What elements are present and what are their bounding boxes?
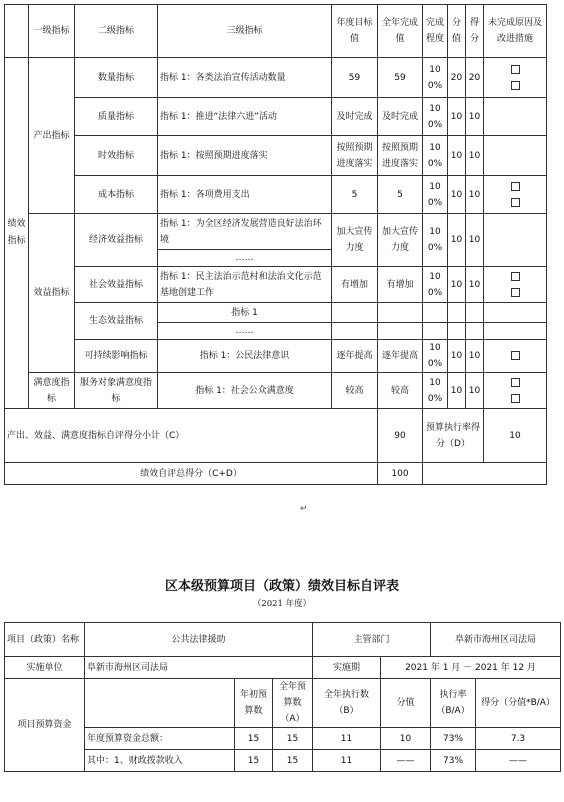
l2-eco: 生态效益指标 — [75, 303, 158, 340]
score-value: 10 — [448, 136, 466, 176]
row2-rate: 73% — [431, 750, 476, 772]
checkbox-cell[interactable] — [484, 340, 547, 373]
score-value: 10 — [448, 340, 466, 373]
period-label: 实施期 — [313, 657, 381, 679]
page-title: 区本级预算项目（政策）绩效目标自评表 — [164, 579, 399, 594]
actual-value: 5 — [378, 176, 423, 214]
h-score: 分值 — [381, 679, 431, 728]
h-got: 得分（分值*B/A） — [476, 679, 561, 728]
header-rate: 完成程度 — [423, 5, 448, 58]
checkbox-cell[interactable] — [484, 176, 547, 214]
h-initial: 年初预算数 — [235, 679, 273, 728]
rate-value: 100% — [423, 176, 448, 214]
checkbox-icon[interactable] — [511, 65, 520, 74]
l2-social: 社会效益指标 — [75, 267, 158, 303]
dept-label: 主管部门 — [313, 623, 431, 657]
target-value: 加大宣传力度 — [332, 214, 378, 267]
row1-label: 年度预算资金总额： — [85, 728, 235, 750]
row2-initial: 15 — [235, 750, 273, 772]
score-value: 10 — [448, 214, 466, 267]
l2-cost: 成本指标 — [75, 176, 158, 214]
paragraph-mark-icon: ↵ — [300, 504, 308, 514]
l2-quantity: 数量指标 — [75, 58, 158, 98]
rate-value: 100% — [423, 136, 448, 176]
rate-value: 100% — [423, 340, 448, 373]
h-full: 全年预算数（A） — [273, 679, 313, 728]
total-value: 100 — [378, 463, 423, 485]
checkbox-cell[interactable] — [484, 267, 547, 303]
row1-full: 15 — [273, 728, 313, 750]
header-actual: 全年完成值 — [378, 5, 423, 58]
impl-value: 阜新市海州区司法局 — [85, 657, 313, 679]
l2-quality: 质量指标 — [75, 98, 158, 136]
checkbox-icon[interactable] — [511, 394, 520, 403]
l2-sustain: 可持续影响指标 — [75, 340, 158, 373]
l3-quality: 指标 1：推进“法律六进”活动 — [158, 98, 332, 136]
got-value: 10 — [466, 340, 484, 373]
budget-rate-value: 10 — [484, 409, 547, 463]
total-label: 绩效自评总得分（C+D） — [5, 463, 378, 485]
got-value: 10 — [466, 267, 484, 303]
l3-timeliness: 指标 1：按照预期进度落实 — [158, 136, 332, 176]
actual-value: 较高 — [378, 373, 423, 409]
row2-exec: 11 — [313, 750, 381, 772]
subtotal-value: 90 — [378, 409, 423, 463]
econ-more: …… — [158, 250, 332, 267]
score-value: 10 — [448, 176, 466, 214]
l3-eco: 指标 1 — [158, 303, 332, 323]
rate-value: 100% — [423, 267, 448, 303]
checkbox-icon[interactable] — [511, 351, 520, 360]
got-value: 10 — [466, 214, 484, 267]
got-value: 20 — [466, 58, 484, 98]
satisfaction-label: 满意度指标 — [29, 373, 75, 409]
rate-value: 100% — [423, 58, 448, 98]
output-label: 产出指标 — [29, 58, 75, 214]
score-value: 10 — [448, 267, 466, 303]
target-value: 59 — [332, 58, 378, 98]
l2-satisfaction: 服务对象满意度指标 — [75, 373, 158, 409]
target-value: 有增加 — [332, 267, 378, 303]
budget-rate-label: 预算执行率得分（D） — [423, 409, 484, 463]
target-value: 较高 — [332, 373, 378, 409]
actual-value: 有增加 — [378, 267, 423, 303]
project-name-value: 公共法律援助 — [85, 623, 313, 657]
header-lvl2: 二级指标 — [75, 5, 158, 58]
actual-value: 加大宣传力度 — [378, 214, 423, 267]
project-name-label: 项目（政策）名称 — [5, 623, 85, 657]
header-lvl1: 一级指标 — [29, 5, 75, 58]
row1-score: 10 — [381, 728, 431, 750]
checkbox-icon[interactable] — [511, 182, 520, 191]
l3-social: 指标 1：民主法治示范村和法治文化示范基地创建工作 — [158, 267, 332, 303]
impl-label: 实施单位 — [5, 657, 85, 679]
row1-initial: 15 — [235, 728, 273, 750]
header-lvl3: 三级指标 — [158, 5, 332, 58]
performance-indicator-table — [4, 4, 547, 485]
actual-value: 按照预期进度落实 — [378, 136, 423, 176]
score-value: 20 — [448, 58, 466, 98]
header-got: 得分 — [466, 5, 484, 58]
page-subtitle: （2021 年度） — [252, 599, 312, 609]
checkbox-icon[interactable] — [511, 81, 520, 90]
target-value: 及时完成 — [332, 98, 378, 136]
checkbox-cell[interactable] — [484, 58, 547, 98]
checkbox-icon[interactable] — [511, 272, 520, 281]
eco-more: …… — [158, 323, 332, 340]
checkbox-icon[interactable] — [511, 288, 520, 297]
rate-value: 100% — [423, 373, 448, 409]
row2-got: —— — [476, 750, 561, 772]
checkbox-icon[interactable] — [511, 378, 520, 387]
target-value: 5 — [332, 176, 378, 214]
l3-cost: 指标 1：各项费用支出 — [158, 176, 332, 214]
actual-value: 逐年提高 — [378, 340, 423, 373]
actual-value: 59 — [378, 58, 423, 98]
l3-econ: 指标 1：为全区经济发展营造良好法治环境 — [158, 214, 332, 250]
l2-econ: 经济效益指标 — [75, 214, 158, 267]
got-value: 10 — [466, 176, 484, 214]
side-label: 绩效指标 — [5, 58, 29, 409]
header-reason: 未完成原因及改进措施 — [484, 5, 547, 58]
l2-timeliness: 时效指标 — [75, 136, 158, 176]
row2-score: —— — [381, 750, 431, 772]
got-value: 10 — [466, 136, 484, 176]
row2-full: 15 — [273, 750, 313, 772]
h-rate: 执行率（B/A） — [431, 679, 476, 728]
score-value: 10 — [448, 98, 466, 136]
actual-value: 及时完成 — [378, 98, 423, 136]
row2-label: 其中：1、财政拨款收入 — [85, 750, 235, 772]
budget-table — [4, 622, 561, 772]
row1-exec: 11 — [313, 728, 381, 750]
l3-satisfaction: 指标 1：社会公众满意度 — [158, 373, 332, 409]
h-exec: 全年执行数（B） — [313, 679, 381, 728]
dept-value: 阜新市海州区司法局 — [431, 623, 561, 657]
header-score: 分值 — [448, 5, 466, 58]
subtotal-label: 产出、效益、满意度指标自评得分小计（C） — [5, 409, 378, 463]
rate-value: 100% — [423, 214, 448, 267]
row1-got: 7.3 — [476, 728, 561, 750]
budget-label: 项目预算资金 — [5, 679, 85, 772]
rate-value: 100% — [423, 98, 448, 136]
checkbox-icon[interactable] — [511, 198, 520, 207]
score-value: 10 — [448, 373, 466, 409]
benefit-label: 效益指标 — [29, 214, 75, 373]
target-value: 按照预期进度落实 — [332, 136, 378, 176]
header-target: 年度目标值 — [332, 5, 378, 58]
target-value: 逐年提高 — [332, 340, 378, 373]
l3-quantity: 指标 1：各类法治宣传活动数量 — [158, 58, 332, 98]
got-value: 10 — [466, 98, 484, 136]
row1-rate: 73% — [431, 728, 476, 750]
got-value: 10 — [466, 373, 484, 409]
period-value: 2021 年 1 月 － 2021 年 12 月 — [381, 657, 561, 679]
l3-sustain: 指标 1：公民法律意识 — [158, 340, 332, 373]
checkbox-cell[interactable] — [484, 373, 547, 409]
